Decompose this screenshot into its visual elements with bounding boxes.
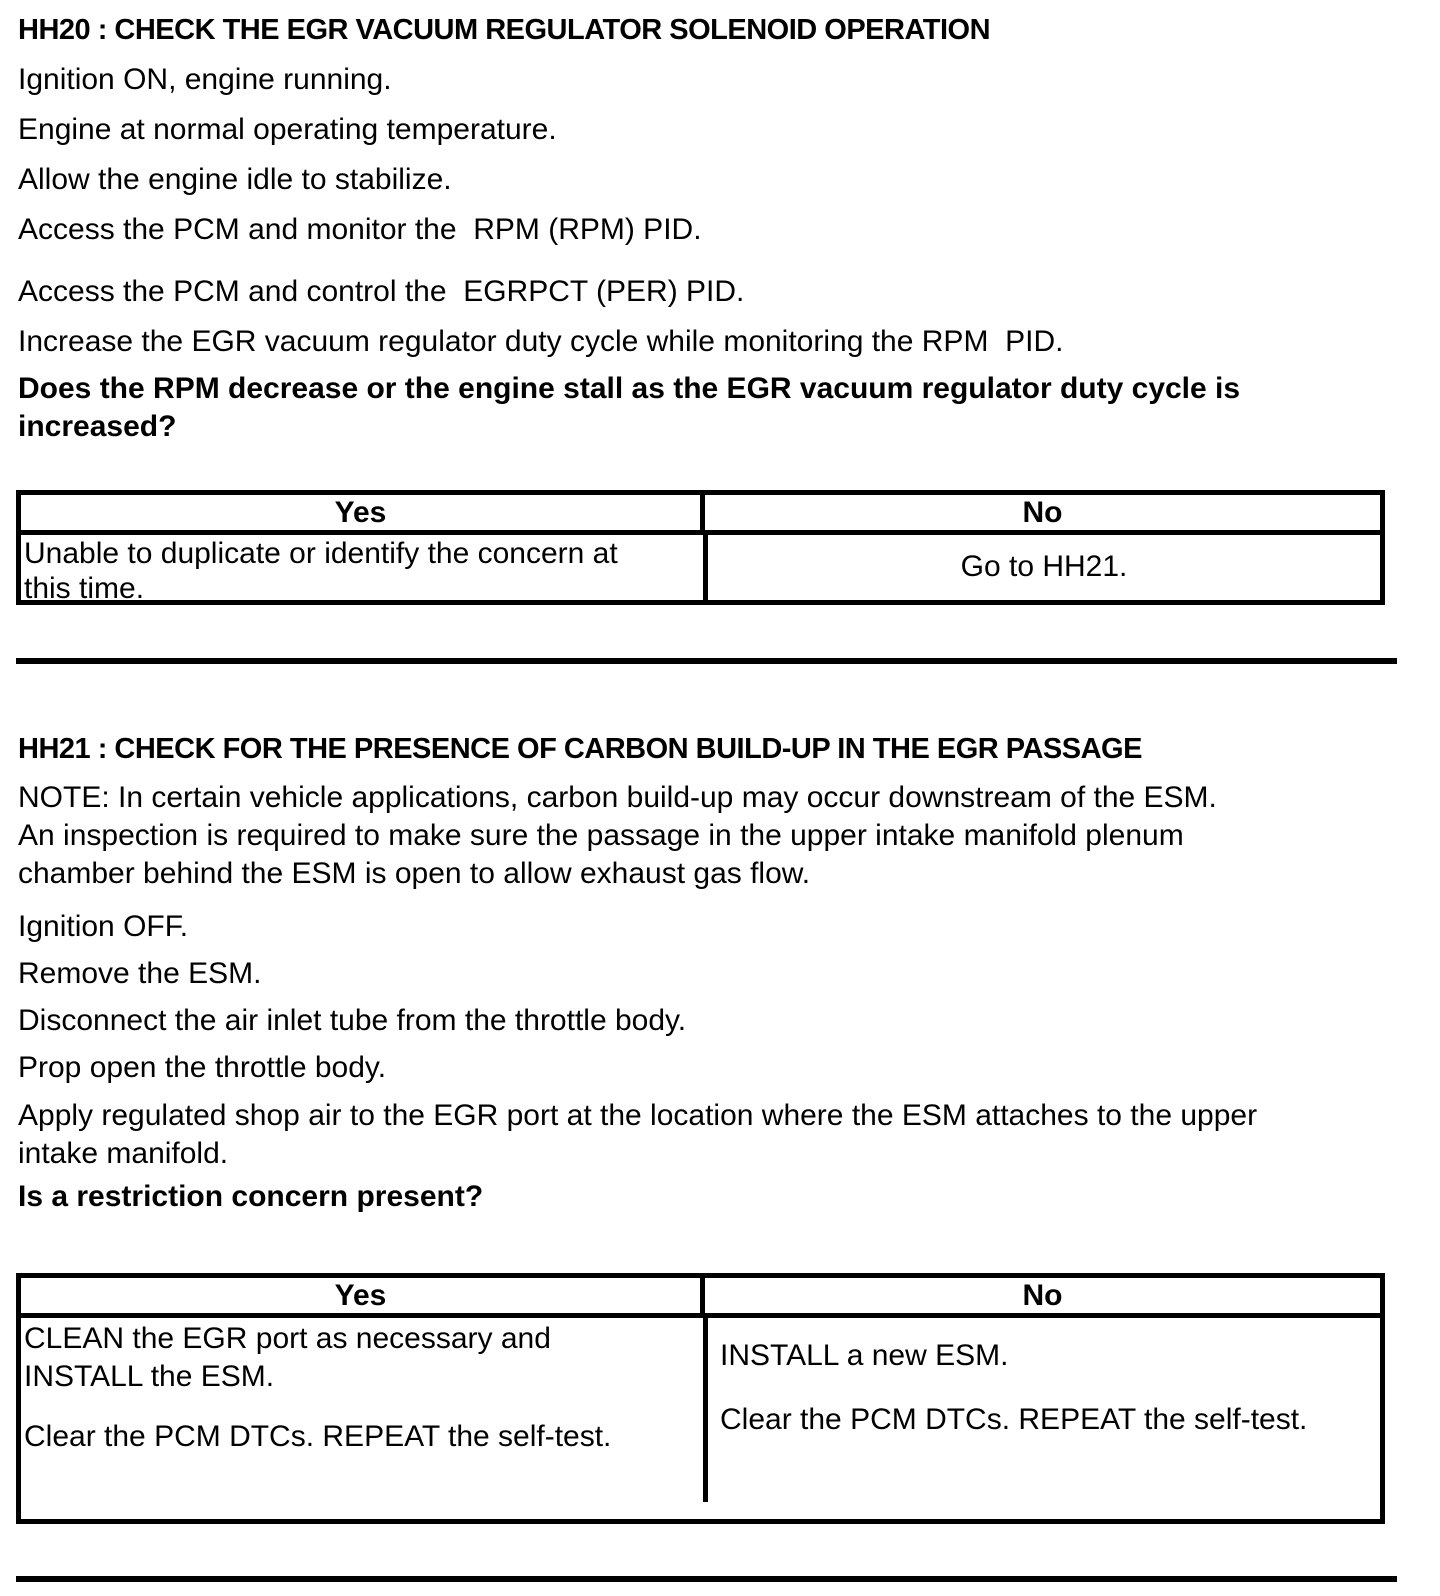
- section-divider-rule: [16, 1576, 1397, 1582]
- instruction-line: intake manifold.: [18, 1137, 229, 1170]
- no-header-cell: No: [1022, 496, 1063, 529]
- note-line: chamber behind the ESM is open to allow exhaust gas flow.: [18, 857, 811, 890]
- no-header-cell: No: [1022, 1279, 1063, 1312]
- question-line: increased?: [18, 410, 177, 443]
- hh20-yes-no-table: [16, 490, 1385, 605]
- instruction-line: Prop open the throttle body.: [18, 1051, 387, 1084]
- question-line: Is a restriction concern present?: [18, 1180, 484, 1213]
- hh21-yes-no-table: [16, 1273, 1385, 1524]
- note-line: NOTE: In certain vehicle applications, carbon build-up may occur downstream of the ESM.: [18, 781, 1217, 814]
- instruction-line: Access the PCM and control the EGRPCT (PER) PID.: [18, 275, 745, 308]
- result-text-line: INSTALL a new ESM.: [720, 1339, 1009, 1372]
- instruction-line: Ignition ON, engine running.: [18, 63, 392, 96]
- instruction-line: Engine at normal operating temperature.: [18, 113, 557, 146]
- result-text-line: this time.: [24, 572, 145, 605]
- no-result-cell: [708, 1318, 1380, 1519]
- table-body-row: [21, 535, 1380, 605]
- result-text-line: INSTALL the ESM.: [24, 1360, 275, 1393]
- section-divider-rule: [16, 658, 1397, 664]
- table-header-row: [21, 495, 1380, 535]
- result-text-line: Clear the PCM DTCs. REPEAT the self-test.: [24, 1420, 612, 1453]
- instruction-line: Apply regulated shop air to the EGR port at the location where the ESM attaches to the upper: [18, 1099, 1258, 1132]
- instruction-line: Access the PCM and monitor the RPM (RPM) PID.: [18, 213, 702, 246]
- hh21-note-paragraph: [18, 779, 1440, 893]
- result-text-line: Clear the PCM DTCs. REPEAT the self-test.: [720, 1403, 1308, 1436]
- instruction-line: Remove the ESM.: [18, 957, 262, 990]
- table-body-row: [21, 1318, 1380, 1519]
- yes-result-cell: [21, 535, 708, 605]
- question-line: Does the RPM decrease or the engine stall as the EGR vacuum regulator duty cycle is: [18, 372, 1241, 405]
- hh20-decision-question: [18, 370, 1440, 446]
- table-header-row: [21, 1278, 1380, 1318]
- instruction-line: Ignition OFF.: [18, 910, 189, 943]
- yes-header-cell: Yes: [21, 495, 705, 530]
- instruction-line: Increase the EGR vacuum regulator duty cycle while monitoring the RPM PID.: [18, 325, 1064, 358]
- apply-shop-air-paragraph: [18, 1097, 1440, 1173]
- hh21-section-heading: HH21 : CHECK FOR THE PRESENCE OF CARBON BUILD-UP IN THE EGR PASSAGE: [18, 733, 1142, 765]
- result-text-line: CLEAN the EGR port as necessary and: [24, 1322, 551, 1355]
- no-result-cell: Go to HH21.: [960, 550, 1128, 583]
- yes-result-cell: [21, 1318, 708, 1502]
- note-line: An inspection is required to make sure the passage in the upper intake manifold plenum: [18, 819, 1184, 852]
- result-text-line: Unable to duplicate or identify the concern at: [24, 537, 618, 570]
- yes-header-cell: Yes: [21, 1278, 705, 1313]
- hh20-section-heading: HH20 : CHECK THE EGR VACUUM REGULATOR SOLENOID OPERATION: [18, 14, 991, 46]
- instruction-line: Disconnect the air inlet tube from the throttle body.: [18, 1004, 687, 1037]
- instruction-line: Allow the engine idle to stabilize.: [18, 163, 452, 196]
- pinpoint-test-document: [0, 12, 1440, 1582]
- hh21-decision-question: [18, 1178, 1440, 1216]
